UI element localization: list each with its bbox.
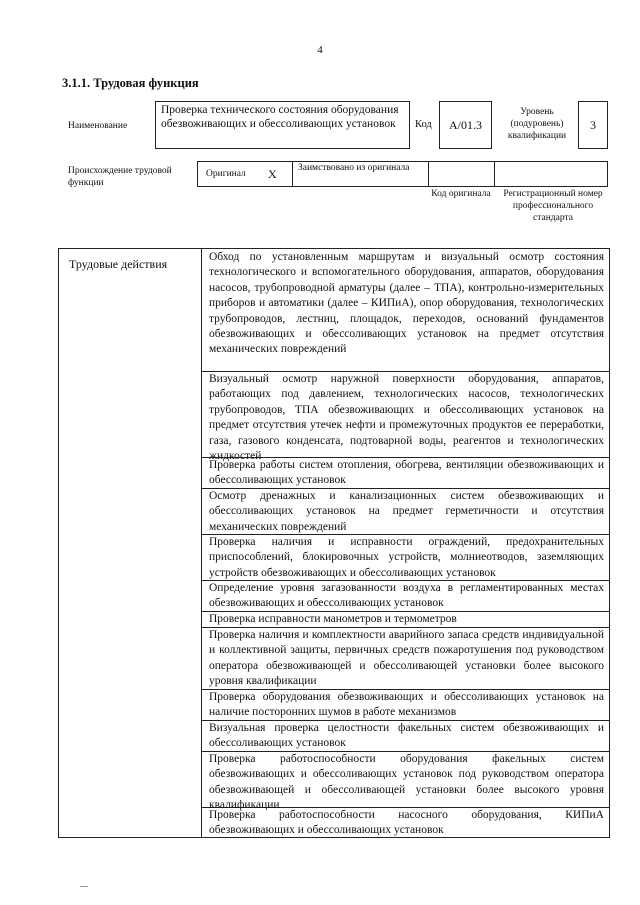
level-value: 3 [590,118,596,132]
level-label: Уровень (подуровень) квалификации [507,107,567,141]
labor-action-row: Проверка работы систем отопления, обогрева, вентиляции обезвоживающих и обессоливающих установок [202,458,610,489]
labor-action-row: Проверка исправности манометров и термометров [202,612,610,628]
page-number: 4 [317,44,323,56]
function-name: Проверка технического состояния оборудования обезвоживающих и обессоливающих установок [161,104,399,130]
labor-action-row: Проверка работоспособности оборудования факельных систем обезвоживающих и обессоливающих установок под руководством оператора обезвоживающей и обессоливающей установки более высокого уровня квалификации [202,752,610,808]
code-value: А/01.3 [449,118,482,132]
labor-actions-header: Трудовые действия [69,257,168,271]
origin-table [197,161,608,187]
original-mark: X [268,167,277,181]
cell-divider [494,162,495,186]
code-label: Код [415,119,432,130]
labor-action-row: Проверка оборудования обезвоживающих и обессоливающих установок на наличие посторонних шумов в работе механизмов [202,690,610,721]
cell-divider [292,162,293,186]
footer-mark [80,886,88,887]
labor-action-row: Обход по установленным маршрутам и визуальный осмотр состояния технологического и вспомогательного оборудования, аппаратов, оборудования насосов, трубопроводной арматуры (далее – ТПА), контрольно-измерительных приборов и автоматики (далее – КИПиА), опор оборудования, технологических трубопроводов, лестниц, площадок, переходов, оснований фундаментов обезвоживающих и обессоливающих установок на предмет отсутствия механических повреждений [202,250,610,372]
labor-action-row: Проверка наличия и исправности ограждений, предохранительных приспособлений, блокировочных устройств, молниеотводов, заземляющих устройств обезвоживающих и обессоливающих установок [202,535,610,581]
labor-action-row: Определение уровня загазованности воздуха в регламентированных местах обезвоживающих и обессоливающих установок [202,581,610,612]
labor-action-row: Визуальная проверка целостности факельных систем обезвоживающих и обессоливающих установок [202,721,610,752]
section-title: 3.1.1. Трудовая функция [62,76,199,90]
cell-divider [428,162,429,186]
name-label: Наименование [68,121,128,131]
caption-registration-number: Регистрационный номер профессионального стандарта [503,189,603,223]
labor-actions-table [58,248,610,838]
labor-action-row: Проверка работоспособности насосного оборудования, КИПиА обезвоживающих и обессоливающих установок [209,809,604,837]
origin-label: Происхождение трудовой функции [68,166,172,188]
labor-action-row: Осмотр дренажных и канализационных систем обезвоживающих и обессоливающих установок на предмет герметичности и отсутствия механических повреждений [202,489,610,535]
labor-action-row: Проверка наличия и комплектности аварийного запаса средств индивидуальной и коллективной защиты, первичных средств пожаротушения под руководством оператора обезвоживающей и обессоливающей установки более высокого уровня квалификации [202,628,610,690]
caption-original-code: Код оригинала [431,189,491,199]
labor-action-row: Визуальный осмотр наружной поверхности оборудования, аппаратов, работающих под давлением, технологических насосов, технологических трубопроводов, ТПА обезвоживающих и обессоливающих установок на предмет отсутствия утечек нефти и промежуточных продуктов ее переработки, газа, газового конденсата, подтоварной воды, реагентов и технологических жидкостей [202,372,610,458]
borrowed-label: Заимствовано из оригинала [298,163,410,173]
code-cell [439,101,492,149]
level-cell [578,101,608,149]
original-label: Оригинал [206,169,246,179]
name-cell [155,101,410,149]
